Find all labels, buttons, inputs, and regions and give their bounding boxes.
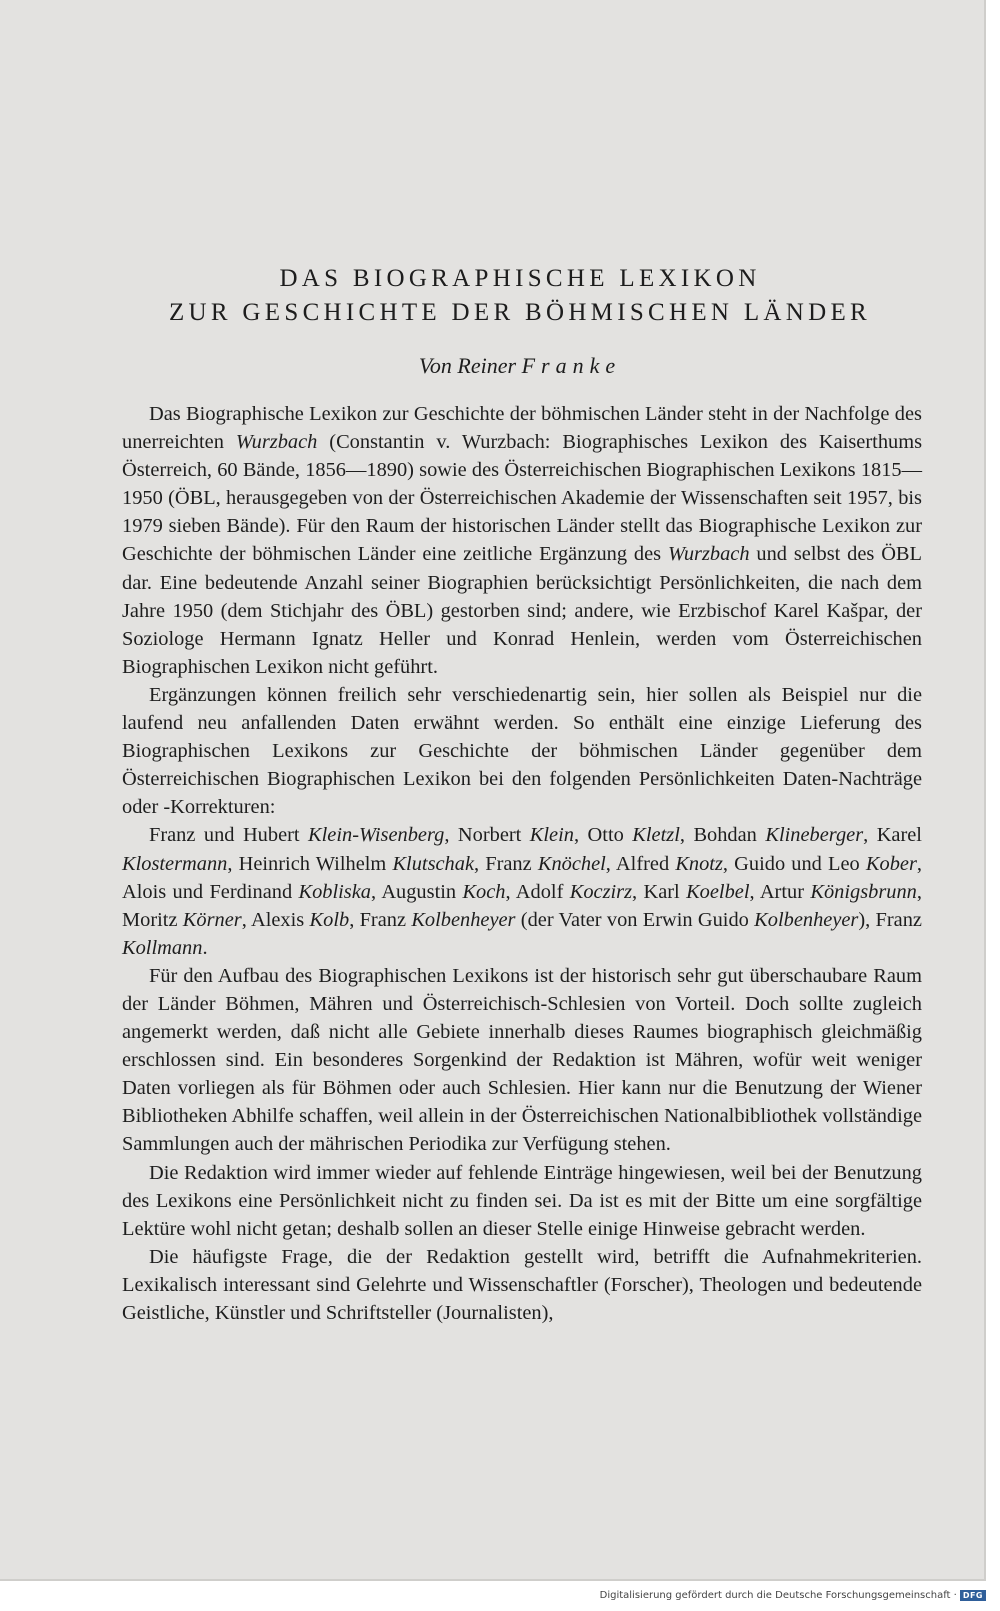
italic-name: Kolbenheyer: [754, 908, 859, 931]
body-paragraph: [122, 821, 922, 961]
text-run: , Alexis: [241, 908, 310, 931]
text-run: , Karel: [863, 824, 922, 847]
author-name: Franke: [521, 353, 622, 378]
text-run: , Bohdan: [679, 824, 766, 847]
text-run: , Alfred: [605, 852, 676, 875]
italic-name: Königsbrunn: [810, 880, 917, 903]
text-run: (Constantin v. Wurzbach: Biographisches Lexikon des Kaiserthums Österreich, 60 Bände, 1856—1890) sowie des Österreichischen Biographischen Lexikons 1815—1950 (ÖBL, herausgegeben von der Österreichischen Akademie der Wissenschaften seit 1957, bis 1979 sieben Bände). Für den Raum der historischen Länder stellt das Biographische Lexikon zur Geschichte der böhmischen Länder eine zeitliche Ergänzung des: [122, 431, 922, 566]
body-paragraph: [122, 400, 922, 681]
body-paragraph: [122, 1159, 922, 1243]
text-run: .: [202, 936, 208, 959]
text-run: ), Franz: [858, 908, 922, 931]
body-paragraph: [122, 962, 922, 1159]
text-run: Die häufigste Frage, die der Redaktion gestellt wird, betrifft die Aufnahmekriterien. Lexikalisch interessant sind Gelehrte und Wissenschaftler (Forscher), Theologen und bedeutende Geistliche, Künstler und Schriftsteller (Journalisten),: [122, 1245, 922, 1324]
body-paragraph: [122, 681, 922, 821]
italic-name: Koczirz: [569, 880, 633, 903]
italic-name: Klein: [529, 824, 574, 847]
italic-name: Klutschak: [392, 852, 474, 875]
text-run: , Alois und Ferdinand: [122, 852, 922, 903]
article-title-line-2: ZUR GESCHICHTE DER BÖHMISCHEN LÄNDER: [168, 299, 872, 326]
author-byline: [120, 353, 920, 379]
text-run: Franz und Hubert: [149, 824, 309, 847]
italic-name: Körner: [182, 908, 242, 931]
italic-name: Klostermann: [122, 852, 228, 875]
italic-name: Kolbenheyer: [411, 908, 516, 931]
italic-name: Wurzbach: [667, 543, 750, 566]
text-run: , Artur: [749, 880, 811, 903]
footer-text: Digitalisierung gefördert durch die Deutsche Forschungsgemeinschaft ·: [599, 1590, 957, 1601]
text-run: , Franz: [474, 852, 538, 875]
author-prefix: Von Reiner: [418, 353, 522, 378]
italic-name: Klineberger: [765, 824, 864, 847]
text-run: , Franz: [349, 908, 412, 931]
italic-name: Kobliska: [298, 880, 371, 903]
text-run: Das Biographische Lexikon zur Geschichte der böhmischen Länder steht in der Nachfolge des unerreichten: [122, 403, 922, 454]
text-run: , Guido und Leo: [722, 852, 866, 875]
text-run: Ergänzungen können freilich sehr verschiedenartig sein, hier sollen als Beispiel nur die laufend neu anfallenden Daten erwähnt werden. So enthält eine einzige Lieferung des Biographischen Lexikons zur Geschichte der böhmischen Länder gegenüber dem Österreichischen Biographischen Lexikon bei den folgenden Persönlichkeiten Daten-Nachträge oder -Korrekturen:: [122, 683, 922, 819]
text-run: Die Redaktion wird immer wieder auf fehlende Einträge hingewiesen, weil bei der Benutzung des Lexikons eine Persönlichkeit nicht zu finden sei. Da ist es mit der Bitte um eine sorgfältige Lektüre wohl nicht getan; deshalb sollen an dieser Stelle einige Hinweise gebracht werden.: [122, 1161, 922, 1240]
text-run: und selbst des ÖBL dar. Eine bedeutende Anzahl seiner Biographien berücksichtigt Persönlichkeiten, die nach dem Jahre 1950 (dem Stichjahr des ÖBL) gestorben sind; andere, wie Erzbischof Karel Kašpar, der Soziologe Hermann Ignatz Heller und Konrad Henlein, werden vom Österreichischen Biographischen Lexikon nicht geführt.: [122, 543, 922, 678]
italic-name: Koelbel: [686, 880, 750, 903]
text-run: , Adolf: [505, 880, 570, 903]
text-run: , Heinrich Wilhelm: [227, 852, 393, 875]
digitization-footer: [600, 1590, 986, 1601]
italic-name: Knotz: [675, 852, 723, 875]
italic-name: Kober: [865, 852, 917, 875]
text-run: , Otto: [573, 824, 633, 847]
article-body: [122, 400, 922, 1327]
text-run: Für den Aufbau des Biographischen Lexikons ist der historisch sehr gut überschaubare Raum der Länder Böhmen, Mähren und Österreichisch-Schlesien von Vorteil. Doch sollte zugleich angemerkt werden, daß nicht alle Gebiete innerhalb dieses Raumes biographisch gleichmäßig erschlossen sind. Ein besonderes Sorgenkind der Redaktion ist Mähren, wofür weit weniger Daten vorliegen als für Böhmen oder auch Schlesien. Hier kann nur die Benutzung der Wiener Bibliotheken Abhilfe schaffen, weil allein in der Österreichischen Nationalbibliothek vollständige Sammlungen auch der mährischen Periodika zur Verfügung stehen.: [122, 964, 922, 1156]
text-run: , Norbert: [444, 824, 530, 847]
italic-name: Kollmann: [122, 936, 203, 959]
text-run: , Moritz: [122, 880, 922, 931]
italic-name: Wurzbach: [235, 431, 318, 454]
article-title-line-1: DAS BIOGRAPHISCHE LEXIKON: [279, 265, 761, 292]
text-run: (der Vater von Erwin Guido: [515, 908, 755, 931]
text-run: , Karl: [632, 880, 687, 903]
text-run: , Augustin: [371, 880, 463, 903]
body-paragraph: [122, 1243, 922, 1327]
italic-name: Kolb: [309, 908, 350, 931]
italic-name: Kletzl: [632, 824, 680, 847]
dfg-logo: DFG: [960, 1590, 986, 1601]
italic-name: Knöchel: [537, 852, 606, 875]
italic-name: Klein-Wisenberg: [308, 824, 445, 847]
italic-name: Koch: [462, 880, 506, 903]
